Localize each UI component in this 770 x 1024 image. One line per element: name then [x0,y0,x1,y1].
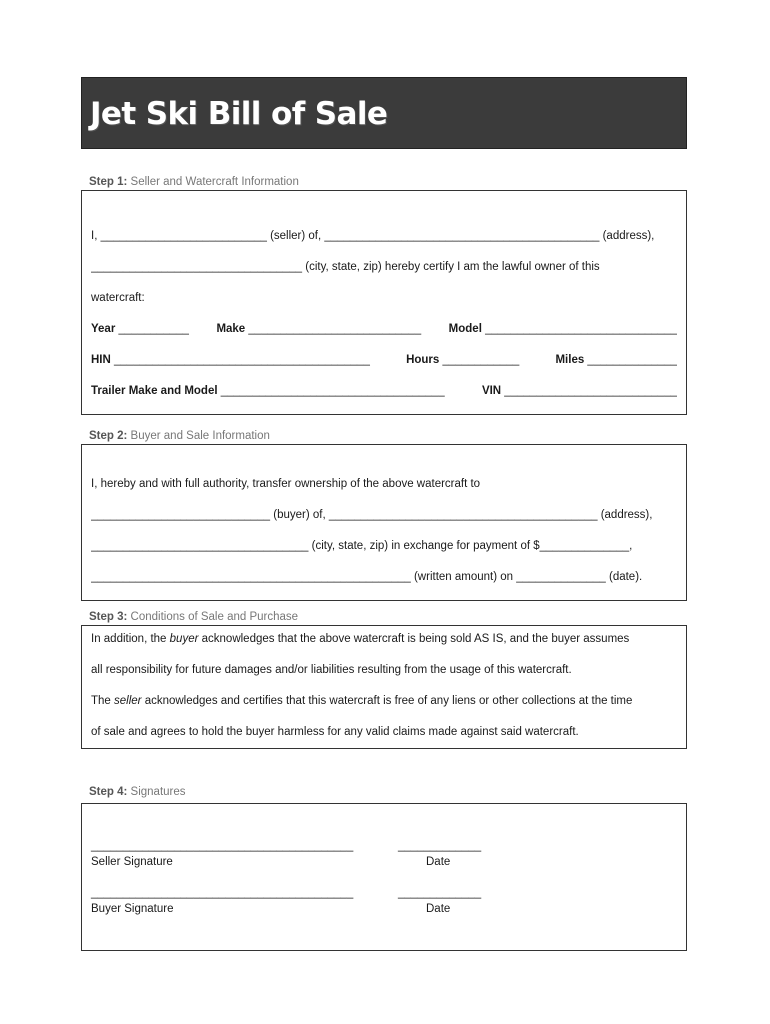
step3-label-prefix: Step 3: [89,611,128,623]
year-label: Year [91,323,116,335]
step1-hin-hours-miles-row [91,353,677,367]
miles-label: Miles [555,354,585,366]
seller-date-label: Date [426,856,451,868]
step3-label-text: Conditions of Sale and Purchase [127,611,299,623]
make-label: Make [216,323,246,335]
buyer-signature-label: Buyer Signature [91,903,174,915]
step1-label [89,176,299,188]
step2-buyer-line[interactable]: ____________________________ (buyer) of, __________________________________________ (address), [91,509,653,521]
step4-box [81,803,687,951]
step1-label-prefix: Step 1: [89,176,128,188]
hin-field[interactable] [91,353,370,367]
step2-transfer-line: I, hereby and with full authority, transfer ownership of the above watercraft to [91,478,481,490]
buyer-date-line[interactable]: _____________ [398,887,482,899]
page-title: Jet Ski Bill of Sale [90,96,388,132]
step3-harmless-line: of sale and agrees to hold the buyer harmless for any valid claims made against said watercraft. [91,726,579,738]
step4-label-prefix: Step 4: [89,786,128,798]
step3-line1-end: acknowledges that the above watercraft is being sold AS IS, and the buyer assumes [198,633,630,645]
step3-buyer-emphasis: buyer [169,633,199,645]
hin-label: HIN [91,354,111,366]
step2-label [89,430,270,442]
step2-box [81,444,687,601]
hours-field[interactable] [406,353,519,367]
buyer-date-label: Date [426,903,451,915]
year-blank[interactable]: ___________ [115,323,189,335]
step3-line3-start: The [91,695,115,707]
make-field[interactable] [216,322,421,336]
miles-field[interactable] [555,353,677,367]
step3-seller-emphasis: seller [114,695,142,707]
hin-blank[interactable]: ________________________________________ [110,354,370,366]
year-field[interactable] [91,322,189,336]
model-field[interactable] [449,322,677,336]
model-label: Model [448,323,482,335]
miles-blank[interactable]: ______________ [584,354,677,366]
step3-label [89,611,298,623]
step3-box [81,625,687,749]
make-blank[interactable]: ___________________________ [245,323,422,335]
step3-liens-line [91,694,677,708]
step4-label [89,786,186,798]
hours-blank[interactable]: ____________ [439,354,520,366]
step1-label-text: Seller and Watercraft Information [127,176,299,188]
step3-line3-end: acknowledges and certifies that this watercraft is free of any liens or other collections at the time [141,695,633,707]
trailer-blank[interactable]: ___________________________________ [217,385,445,397]
step3-responsibility-line: all responsibility for future damages and/or liabilities resulting from the usage of this watercraft. [91,664,572,676]
title-banner [81,77,687,149]
step2-payment-line[interactable]: __________________________________ (city, state, zip) in exchange for payment of $______________, [91,540,633,552]
vin-label: VIN [481,385,502,397]
seller-date-line[interactable]: _____________ [398,840,482,852]
step1-watercraft-line: watercraft: [91,292,145,304]
step2-amount-date-line[interactable]: __________________________________________________ (written amount) on ______________ (date). [91,571,643,583]
seller-signature-label: Seller Signature [91,856,173,868]
step3-line1-start: In addition, the [91,633,170,645]
step1-seller-line[interactable]: I, __________________________ (seller) of, ___________________________________________ (address), [91,230,655,242]
hours-label: Hours [406,354,440,366]
vin-blank[interactable]: ___________________________ [501,385,677,397]
step2-label-prefix: Step 2: [89,430,128,442]
step4-label-text: Signatures [127,786,186,798]
trailer-field[interactable] [91,384,445,398]
seller-signature-line[interactable]: _________________________________________ [91,840,354,852]
step1-city-line[interactable]: _________________________________ (city, state, zip) hereby certify I am the lawful owner of this [91,261,600,273]
step2-label-text: Buyer and Sale Information [127,430,270,442]
step1-trailer-vin-row [91,384,677,398]
model-blank[interactable]: ______________________________ [481,323,677,335]
step1-year-make-model-row [91,322,677,336]
trailer-label: Trailer Make and Model [91,385,218,397]
vin-field[interactable] [482,384,677,398]
step3-as-is-line [91,632,677,646]
buyer-signature-line[interactable]: _________________________________________ [91,887,354,899]
step1-box [81,190,687,415]
